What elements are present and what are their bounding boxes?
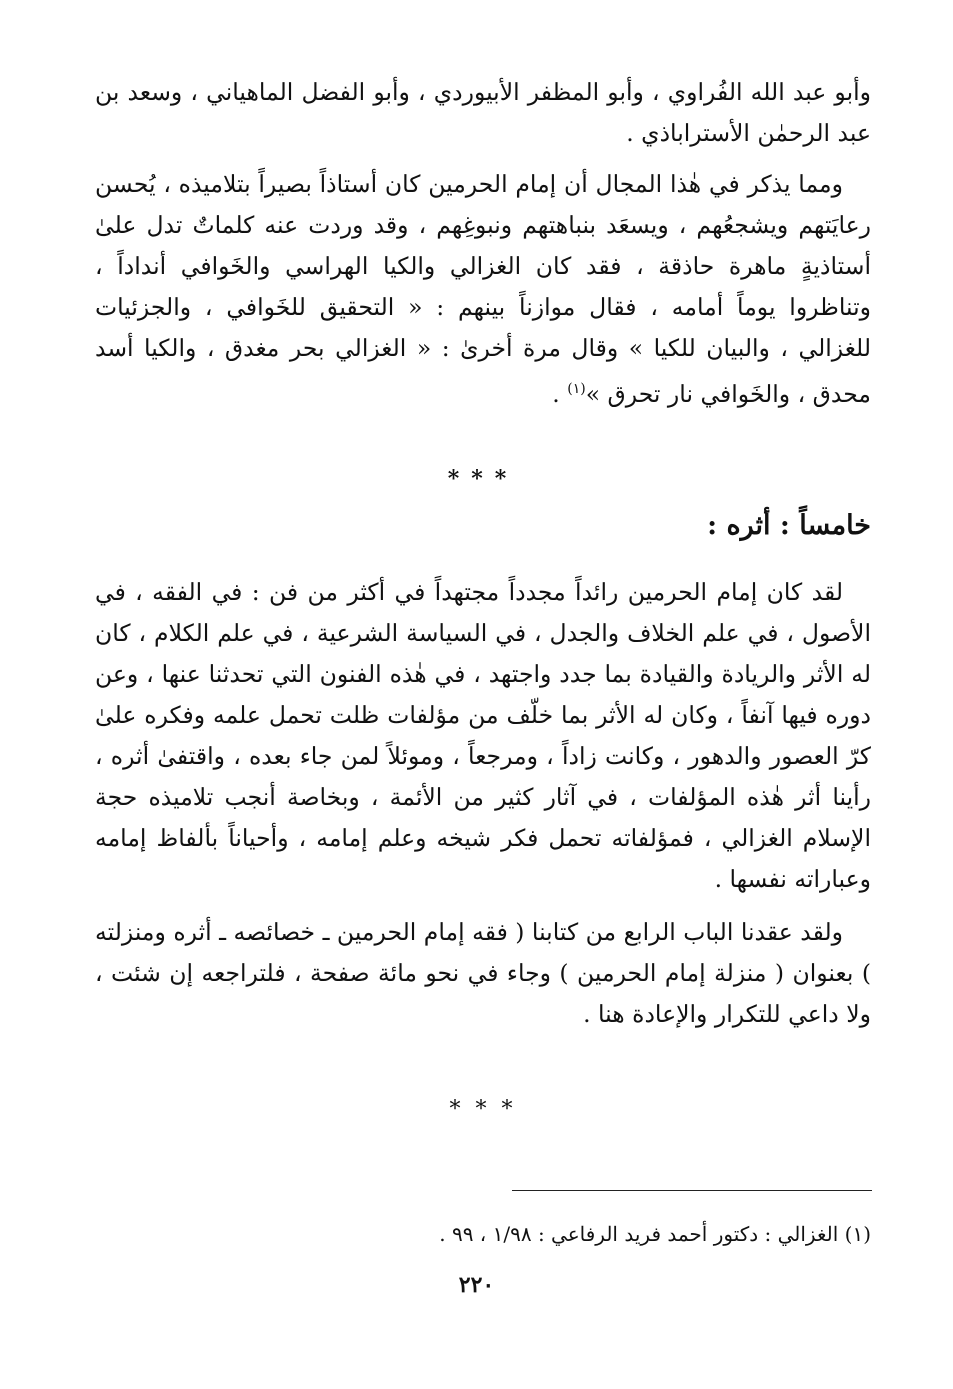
footnote-reference: (١) <box>567 381 586 397</box>
footnote-divider <box>512 1190 872 1191</box>
paragraph-2-end: . <box>552 379 568 408</box>
paragraph-2 <box>95 164 871 415</box>
bottom-text-block <box>95 572 871 1035</box>
paragraph-3: لقد كان إمام الحرمين رائداً مجدداً مجتهداً في أكثر من فن : في الفقه ، في الأصول ، في علم الخلاف والجدل ، في السياسة الشرعية ، في علم الكلام ، كان له الأثر والريادة والقيادة بما جدد واجتهد ، في هٰذه الفنون التي تحدثنا عنها ، وعن دوره فيها آنفاً ، وكان له الأثر بما خلّف من مؤلفات ظلت تحمل علمه وفكره علىٰ كرّ العصور والدهور ، وكانت زاداً ، ومرجعاً ، وموئلاً لمن جاء بعده ، واقتفىٰ أثره ، رأينا أثر هٰذه المؤلفات ، في آثار كثير من الأئمة ، وبخاصة أنجب تلاميذه حجة الإسلام الغزالي ، فمؤلفاته تحمل فكر شيخه وعلم إمامه ، وأحياناً بألفاظ إمامه وعباراته نفسها . <box>95 578 871 893</box>
paragraph-2-text: ومما يذكر في هٰذا المجال أن إمام الحرمين كان أستاذاً بصيراً بتلاميذه ، يُحسن رعايَتهم ويشجعُهم ، ويسعَد بنباهتهم ونبوغِهم ، وقد وردت عنه كلماتٌ تدل علىٰ أستاذيةٍ ماهرة حاذقة ، فقد كان الغزالي والكيا الهراسي والخَوافي أنداداً ، وتناظروا يوماً أمامه ، فقال موازناً بينهم : « التحقيق للخَوافي ، والجزئيات للغزالي ، والبيان للكيا » وقال مرة أخرىٰ : « الغزالي بحر مغدق ، والكيا أسد محدق ، والخَوافي نار تحرق » <box>95 170 871 408</box>
section-heading: خامساً : أثره : <box>707 510 871 541</box>
section-separator: *** <box>447 466 519 492</box>
page-number: ٢٢٠ <box>458 1272 495 1298</box>
footnote: (١) الغزالي : دكتور أحمد فريد الرفاعي : ١/٩٨ ، ٩٩ . <box>439 1222 871 1246</box>
end-separator: * * * <box>449 1097 517 1122</box>
paragraph-1: وأبو عبد الله الفُراوي ، وأبو المظفر الأبيوردي ، وأبو الفضل الماهياني ، وسعد بن عبد الرحمٰن الأستراباذي . <box>95 78 871 147</box>
top-text-block <box>95 72 871 415</box>
paragraph-4: ولقد عقدنا الباب الرابع من كتابنا ( فقه إمام الحرمين ـ خصائصه ـ أثره ومنزلته ) بعنوان ( منزلة إمام الحرمين ) وجاء في نحو مائة صفحة ، فلتراجعه إن شئت ، ولا داعي للتكرار والإعادة هنا . <box>95 918 871 1028</box>
